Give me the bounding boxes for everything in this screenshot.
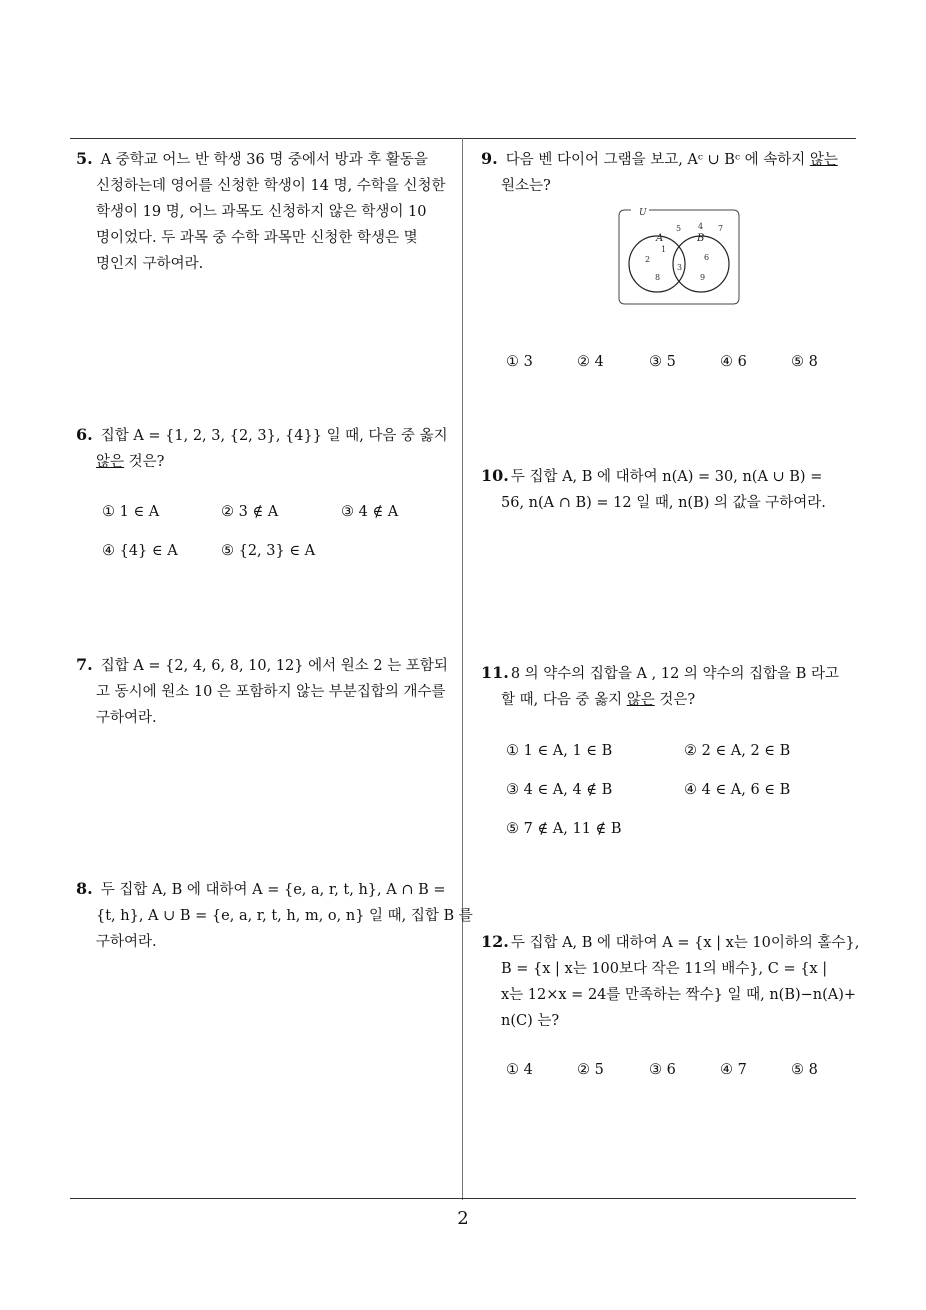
question-11 [481,660,861,713]
choice-1[interactable]: ① 1 ∈ A, 1 ∈ B [506,743,613,759]
set-a-label: A [656,233,664,244]
question-number: 6. [76,425,93,444]
question-text: 명인지 구하여라. [96,256,204,272]
underlined-word: 않는 [809,152,838,168]
question-text: 것은? [124,454,165,470]
choice-2[interactable]: ② 3 ∉ A [221,504,279,520]
choice-2[interactable]: ② 2 ∈ A, 2 ∈ B [684,743,791,759]
choice-1[interactable]: ① 3 [506,354,533,370]
element-label: 1 [661,245,667,254]
question-text: 구하여라. [96,710,157,726]
top-rule [70,138,856,139]
question-text: 학생이 19 명, 어느 과목도 신청하지 않은 학생이 10 [96,204,427,220]
page-number: 2 [457,1208,469,1229]
question-text: 원소는? [501,178,551,194]
question-text: x는 12×x = 24를 만족하는 짝수} 일 때, n(B)−n(A)+ [501,987,857,1003]
choice-4[interactable]: ④ 7 [720,1062,747,1078]
question-text: 구하여라. [96,934,157,950]
question-10 [481,463,861,516]
question-text: 명이었다. 두 과목 중 수학 과목만 신청한 학생은 몇 [96,230,418,246]
choice-5[interactable]: ⑤ {2, 3} ∈ A [221,543,316,559]
choice-2[interactable]: ② 5 [577,1062,604,1078]
set-b-label: B [697,233,705,244]
choice-5[interactable]: ⑤ 7 ∉ A, 11 ∉ B [506,821,622,837]
question-text: 두 집합 A, B 에 대하여 n(A) = 30, n(A ∪ B) = [510,469,823,485]
choice-5[interactable]: ⑤ 8 [791,1062,818,1078]
element-label: 3 [677,263,683,272]
question-7 [76,652,456,731]
question-number: 10. [481,466,509,485]
question-9 [481,146,861,199]
element-label: 8 [655,273,661,282]
column-divider [462,138,463,1200]
choice-3[interactable]: ③ 4 ∈ A, 4 ∉ B [506,782,613,798]
question-8 [76,876,473,955]
question-6 [76,422,456,475]
question-text: 신청하는데 영어를 신청한 학생이 14 명, 수학을 신청한 [96,178,446,194]
question-text: A 중학교 어느 반 학생 36 명 중에서 방과 후 활동을 [100,152,428,168]
choice-3[interactable]: ③ 4 ∉ A [341,504,399,520]
element-label: 7 [718,224,724,233]
element-label: 5 [676,224,682,233]
choice-4[interactable]: ④ 4 ∈ A, 6 ∈ B [684,782,791,798]
universe-label: U [639,208,647,218]
element-label: 2 [645,255,651,264]
venn-diagram [615,206,745,308]
question-text: {t, h}, A ∪ B = {e, a, r, t, h, m, o, n} 일 때, 집합 B 를 [96,908,473,924]
choice-1[interactable]: ① 4 [506,1062,533,1078]
question-text: 것은? [654,692,696,708]
question-number: 11. [481,663,509,682]
element-label: 9 [700,273,706,282]
question-text: 고 동시에 원소 10 은 포함하지 않는 부분집합의 개수를 [96,684,446,700]
question-text: 집합 A = {2, 4, 6, 8, 10, 12} 에서 원소 2 는 포함되 [100,658,448,674]
underlined-word: 않은 [626,692,655,708]
choice-3[interactable]: ③ 6 [649,1062,676,1078]
bottom-rule [70,1198,856,1199]
question-5 [76,146,456,277]
question-text: 집합 A = {1, 2, 3, {2, 3}, {4}} 일 때, 다음 중 옳지 [100,428,448,444]
choice-1[interactable]: ① 1 ∈ A [102,504,160,520]
question-12 [481,929,861,1034]
question-number: 8. [76,879,93,898]
question-text: 두 집합 A, B 에 대하여 A = {e, a, r, t, h}, A ∩ B = [100,882,446,898]
question-text: 두 집합 A, B 에 대하여 A = {x | x는 10이하의 홀수}, [510,935,860,951]
element-label: 4 [698,222,704,231]
question-number: 5. [76,149,93,168]
choice-5[interactable]: ⑤ 8 [791,354,818,370]
question-number: 7. [76,655,93,674]
choice-2[interactable]: ② 4 [577,354,604,370]
question-text: 8 의 약수의 집합을 A , 12 의 약수의 집합을 B 라고 [510,666,840,682]
choice-3[interactable]: ③ 5 [649,354,676,370]
question-text: n(C) 는? [501,1013,560,1029]
choice-4[interactable]: ④ {4} ∈ A [102,543,178,559]
question-text: 다음 벤 다이어 그램을 보고, Aᶜ ∪ Bᶜ 에 속하지 [505,152,810,168]
question-text: 56, n(A ∩ B) = 12 일 때, n(B) 의 값을 구하여라. [501,495,826,511]
element-label: 6 [704,253,710,262]
question-text: B = {x | x는 100보다 작은 11의 배수}, C = {x | [501,961,828,977]
question-number: 9. [481,149,498,168]
question-text: 할 때, 다음 중 옳지 [501,692,627,708]
question-number: 12. [481,932,509,951]
choice-4[interactable]: ④ 6 [720,354,747,370]
underlined-word: 않은 [96,454,125,470]
